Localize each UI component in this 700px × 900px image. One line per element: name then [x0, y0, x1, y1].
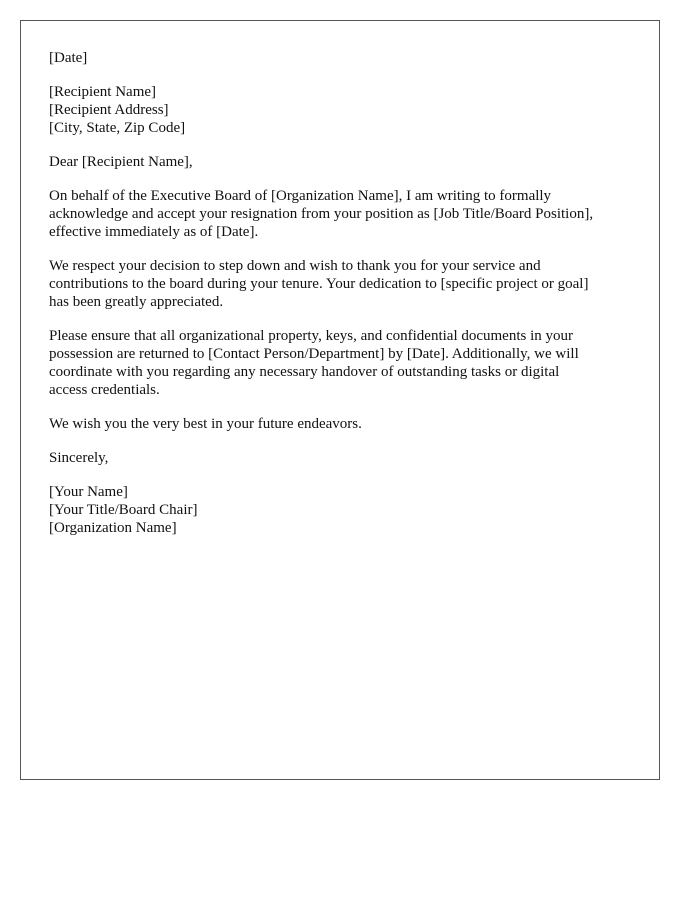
closing: Sincerely,: [49, 450, 109, 466]
paragraph-well-wishes: We wish you the very best in your future endeavors.: [49, 416, 362, 432]
recipient-block: [49, 83, 631, 137]
signer-name: [Your Name]: [49, 484, 128, 500]
signer-organization: [Organization Name]: [49, 520, 177, 536]
paragraph-thanks: We respect your decision to step down and wish to thank you for your service and contributions to the board during your tenure. Your dedication to [specific project or goal] has been greatly appreciated.: [49, 258, 589, 310]
recipient-address: [Recipient Address]: [49, 102, 169, 118]
paragraph-return-property: Please ensure that all organizational property, keys, and confidential documents in your possession are returned to [Contact Person/Department] by [Date]. Additionally, we will coordinate with you regarding any necessary handover of outstanding tasks or digital access credentials.: [49, 328, 579, 398]
signature-block: [49, 483, 631, 537]
recipient-city: [City, State, Zip Code]: [49, 120, 186, 136]
signer-title: [Your Title/Board Chair]: [49, 502, 198, 518]
date-line: [Date]: [49, 50, 88, 66]
recipient-name: [Recipient Name]: [49, 84, 157, 100]
salutation: Dear [Recipient Name],: [49, 154, 193, 170]
paragraph-acknowledgement: On behalf of the Executive Board of [Organization Name], I am writing to formally acknowledge and accept your resignation from your position as [Job Title/Board Position], effective immediately as of [Date].: [49, 188, 594, 240]
letter-page: [20, 20, 660, 780]
